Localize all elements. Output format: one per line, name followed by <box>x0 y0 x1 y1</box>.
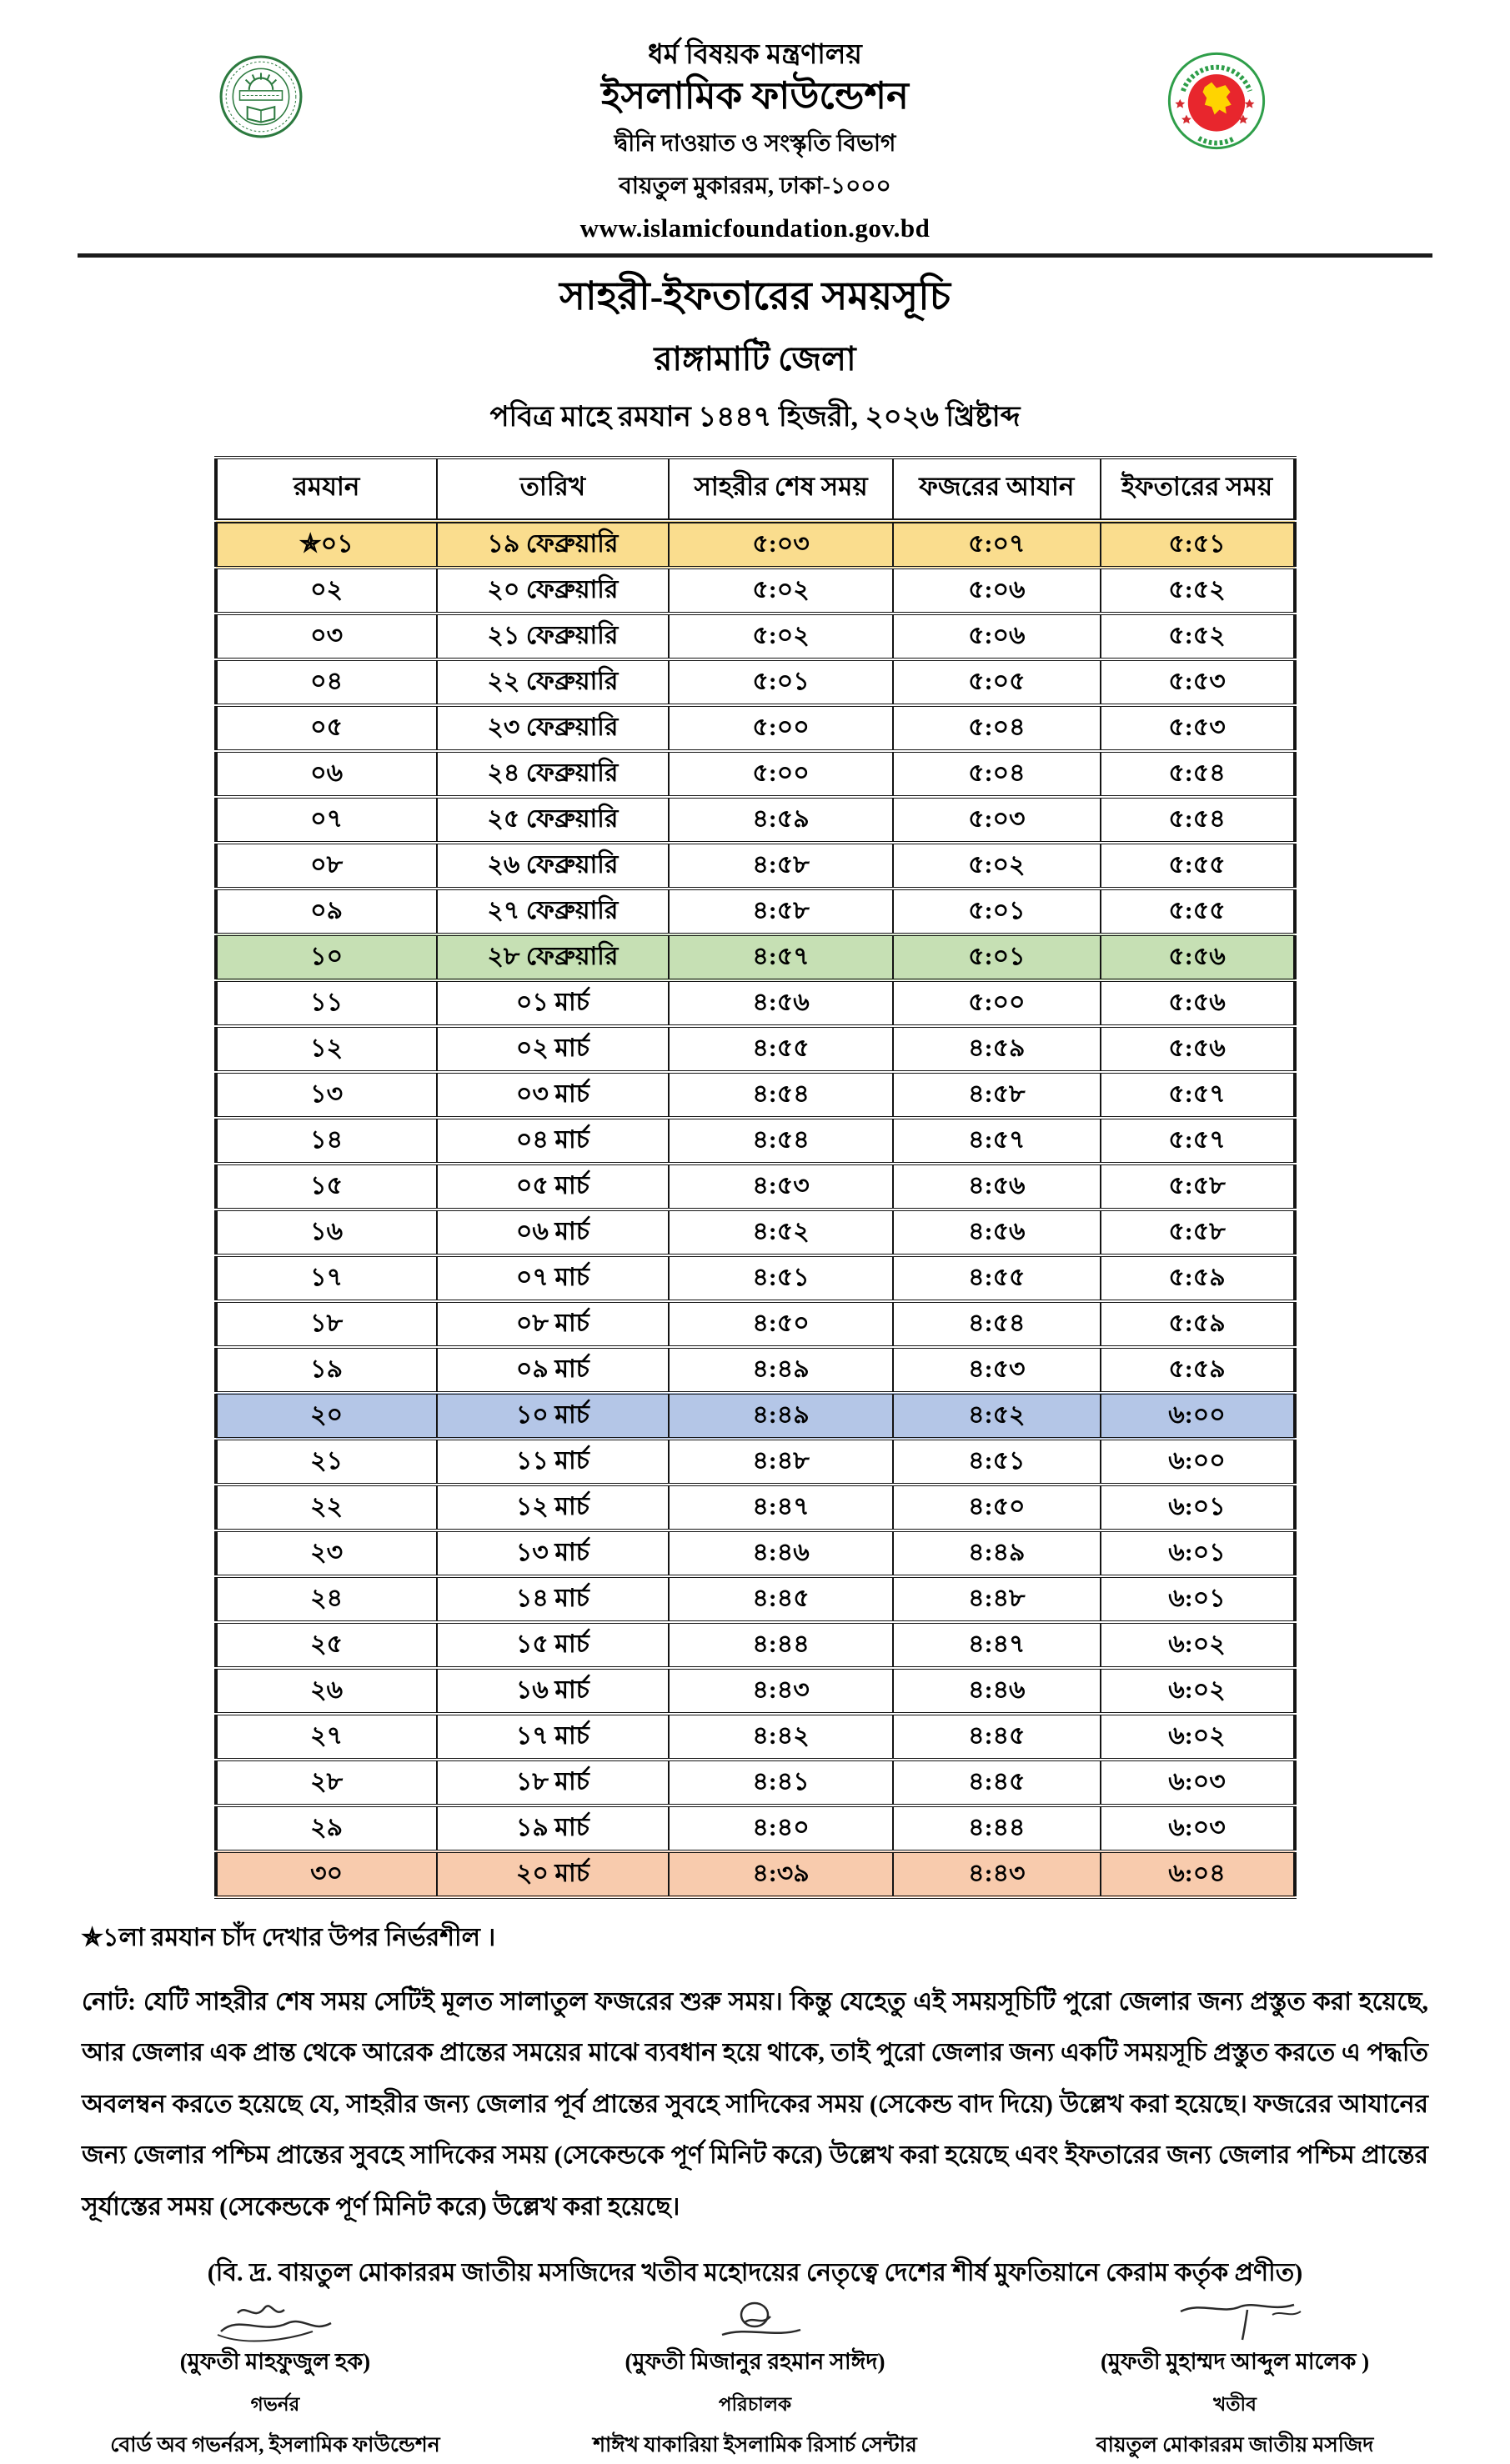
fajr-azan-time-cell: ৫:০৬ <box>893 613 1100 659</box>
ramadan-day-cell: ৩০ <box>216 1851 437 1897</box>
date-cell: ০৭ মার্চ <box>437 1255 669 1301</box>
ramadan-day-cell: ২৭ <box>216 1714 437 1760</box>
fajr-azan-time-cell: ৪:৪৪ <box>893 1805 1100 1851</box>
table-row <box>216 1668 1295 1714</box>
signatory-khatib <box>996 2298 1472 2464</box>
moon-sighting-footnote: ✯১লা রমযান চাঁদ দেখার উপর নির্ভরশীল । <box>82 1923 496 1951</box>
fajr-azan-time-cell: ৪:৫৪ <box>893 1301 1100 1347</box>
table-row <box>216 889 1295 934</box>
date-cell: ১০ মার্চ <box>437 1393 669 1439</box>
fajr-azan-time-cell: ৫:০০ <box>893 980 1100 1026</box>
iftar-time-cell: ৫:৫৯ <box>1101 1347 1295 1393</box>
sehri-end-time-cell: ৪:৫৪ <box>669 1072 893 1118</box>
sehri-end-time-cell: ৪:৪২ <box>669 1714 893 1760</box>
sehri-end-time-cell: ৪:৪৩ <box>669 1668 893 1714</box>
iftar-time-cell: ৫:৫৬ <box>1101 934 1295 980</box>
iftar-time-cell: ৫:৫৭ <box>1101 1072 1295 1118</box>
website-text: www.islamicfoundation.gov.bd <box>579 213 931 243</box>
date-cell: ১৪ মার্চ <box>437 1576 669 1622</box>
signature-scribble-icon <box>996 2298 1472 2351</box>
iftar-time-cell: ৫:৫৯ <box>1101 1301 1295 1347</box>
table-row <box>216 1301 1295 1347</box>
fajr-azan-time-cell: ৫:০৫ <box>893 659 1100 705</box>
iftar-time-cell: ৬:০১ <box>1101 1485 1295 1530</box>
table-row <box>216 1485 1295 1530</box>
date-cell: ২০ ফেব্রুয়ারি <box>437 568 669 613</box>
fajr-azan-time-cell: ৫:০৬ <box>893 568 1100 613</box>
iftar-time-cell: ৫:৫২ <box>1101 568 1295 613</box>
ramadan-day-cell: ২৯ <box>216 1805 437 1851</box>
ramadan-day-cell: ২৫ <box>216 1622 437 1668</box>
table-row <box>216 1714 1295 1760</box>
table-row <box>216 1851 1295 1897</box>
sehri-end-time-cell: ৪:৫৮ <box>669 843 893 889</box>
header-divider <box>78 253 1432 258</box>
date-cell: ০৬ মার্চ <box>437 1209 669 1255</box>
iftar-time-cell: ৫:৫৯ <box>1101 1255 1295 1301</box>
table-row <box>216 1118 1295 1164</box>
sehri-end-time-cell: ৪:৪৭ <box>669 1485 893 1530</box>
signature-scribble-icon <box>517 2298 993 2351</box>
table-row <box>216 1255 1295 1301</box>
date-cell: ২১ ফেব্রুয়ারি <box>437 613 669 659</box>
table-row <box>216 751 1295 797</box>
iftar-time-cell: ৫:৫৮ <box>1101 1164 1295 1209</box>
iftar-time-cell: ৫:৫৮ <box>1101 1209 1295 1255</box>
iftar-time-cell: ৬:০২ <box>1101 1622 1295 1668</box>
division-name: দ্বীনি দাওয়াত ও সংস্কৃতি বিভাগ <box>614 130 896 157</box>
sehri-end-time-cell: ৪:৫২ <box>669 1209 893 1255</box>
fajr-azan-time-cell: ৪:৫৭ <box>893 1118 1100 1164</box>
date-cell: ০২ মার্চ <box>437 1026 669 1072</box>
ramadan-day-cell: ১৮ <box>216 1301 437 1347</box>
iftar-time-cell: ৬:০১ <box>1101 1576 1295 1622</box>
signatory-organization: বোর্ড অব গভর্নরস, ইসলামিক ফাউন্ডেশন <box>110 2434 440 2457</box>
table-row <box>216 1026 1295 1072</box>
fajr-azan-time-cell: ৫:০১ <box>893 934 1100 980</box>
address-line: বায়তুল মুকাররম, ঢাকা-১০০০ <box>619 173 891 199</box>
page-title: সাহরী-ইফতারের সময়সূচি <box>559 274 951 318</box>
signatory-governor <box>37 2298 513 2464</box>
ramadan-day-cell: ০৬ <box>216 751 437 797</box>
table-row <box>216 1622 1295 1668</box>
date-cell: ০৩ মার্চ <box>437 1072 669 1118</box>
iftar-time-cell: ৫:৫৫ <box>1101 889 1295 934</box>
fajr-azan-time-cell: ৪:৫০ <box>893 1485 1100 1530</box>
date-cell: ১৬ মার্চ <box>437 1668 669 1714</box>
table-row <box>216 1347 1295 1393</box>
date-cell: ১৯ ফেব্রুয়ারি <box>437 521 669 568</box>
column-header-ramadan: রমযান <box>216 458 437 521</box>
sehri-end-time-cell: ৪:৩৯ <box>669 1851 893 1897</box>
table-row <box>216 521 1295 568</box>
ramadan-day-cell: ১৯ <box>216 1347 437 1393</box>
table-row <box>216 613 1295 659</box>
column-header-sehri-end: সাহরীর শেষ সময় <box>669 458 893 521</box>
ramadan-day-cell: ২২ <box>216 1485 437 1530</box>
ramadan-day-cell: ১৬ <box>216 1209 437 1255</box>
iftar-time-cell: ৫:৫৫ <box>1101 843 1295 889</box>
iftar-time-cell: ৬:০৩ <box>1101 1805 1295 1851</box>
date-cell: ০৯ মার্চ <box>437 1347 669 1393</box>
date-cell: ১৮ মার্চ <box>437 1760 669 1805</box>
table-row <box>216 1530 1295 1576</box>
sehri-end-time-cell: ৪:৫৪ <box>669 1118 893 1164</box>
sehri-end-time-cell: ৪:৫৫ <box>669 1026 893 1072</box>
letterhead <box>0 0 1510 243</box>
fajr-azan-time-cell: ৪:৫৬ <box>893 1209 1100 1255</box>
ramadan-day-cell: ১৪ <box>216 1118 437 1164</box>
fajr-azan-time-cell: ৪:৪৩ <box>893 1851 1100 1897</box>
ramadan-day-cell: ২১ <box>216 1439 437 1485</box>
table-row <box>216 1439 1295 1485</box>
sehri-end-time-cell: ৪:৫৬ <box>669 980 893 1026</box>
table-header-row <box>216 458 1295 521</box>
iftar-time-cell: ৬:০২ <box>1101 1714 1295 1760</box>
table-row <box>216 1164 1295 1209</box>
ramadan-day-cell: ০৮ <box>216 843 437 889</box>
ramadan-day-cell: ১২ <box>216 1026 437 1072</box>
fajr-azan-time-cell: ৫:০৭ <box>893 521 1100 568</box>
column-header-date: তারিখ <box>437 458 669 521</box>
iftar-time-cell: ৬:০৪ <box>1101 1851 1295 1897</box>
fajr-azan-time-cell: ৪:৫৬ <box>893 1164 1100 1209</box>
bangladesh-government-logo <box>1167 52 1266 150</box>
date-cell: ০৮ মার্চ <box>437 1301 669 1347</box>
date-cell: ২৮ ফেব্রুয়ারি <box>437 934 669 980</box>
method-note: নোট: যেটি সাহরীর শেষ সময় সেটিই মূলত সালাতুল ফজরের শুরু সময়। কিন্তু যেহেতু এই সময়সূচিটি পুরো জেলার জন্য প্রস্তুত করা হয়েছে, আর জেলার এক প্রান্ত থেকে আরেক প্রান্তের সময়ের মাঝে ব্যবধান হয়ে থাকে, তাই পুরো জেলার জন্য একটি সময়সূচি প্রস্তুত করতে এ পদ্ধতি অবলম্বন করতে হয়েছে যে, সাহরীর জন্য জেলার পূর্ব প্রান্তের সুবহে সাদিকের সময় (সেকেন্ড বাদ দিয়ে) উল্লেখ করা হয়েছে। ফজরের আযানের জন্য জেলার পশ্চিম প্রান্তের সুবহে সাদিকের সময় (সেকেন্ডকে পূর্ণ মিনিট করে) উল্লেখ করা হয়েছে এবং ইফতারের জন্য জেলার পশ্চিম প্রান্তের সূর্যাস্তের সময় (সেকেন্ডকে পূর্ণ মিনিট করে) উল্লেখ করা হয়েছে। <box>82 1987 1428 2221</box>
fajr-azan-time-cell: ৪:৫৫ <box>893 1255 1100 1301</box>
ramadan-day-cell: ০৩ <box>216 613 437 659</box>
signatory-name: (মুফতী মিজানুর রহমান সাঈদ) <box>625 2349 885 2375</box>
iftar-time-cell: ৫:৫১ <box>1101 521 1295 568</box>
iftar-time-cell: ৬:০০ <box>1101 1393 1295 1439</box>
table-row <box>216 797 1295 843</box>
sehri-iftar-schedule-table <box>214 456 1297 1899</box>
fajr-azan-time-cell: ৪:৪৮ <box>893 1576 1100 1622</box>
iftar-time-cell: ৫:৫৭ <box>1101 1118 1295 1164</box>
fajr-azan-time-cell: ৫:০২ <box>893 843 1100 889</box>
fajr-azan-time-cell: ৪:৪৫ <box>893 1760 1100 1805</box>
date-cell: ১৫ মার্চ <box>437 1622 669 1668</box>
ramadan-day-cell: ২৪ <box>216 1576 437 1622</box>
table-row <box>216 1393 1295 1439</box>
fajr-azan-time-cell: ৪:৪৯ <box>893 1530 1100 1576</box>
fajr-azan-time-cell: ৫:০৪ <box>893 751 1100 797</box>
table-row <box>216 980 1295 1026</box>
fajr-azan-time-cell: ৪:৪৬ <box>893 1668 1100 1714</box>
iftar-time-cell: ৬:০০ <box>1101 1439 1295 1485</box>
iftar-time-cell: ৬:০২ <box>1101 1668 1295 1714</box>
table-row <box>216 568 1295 613</box>
column-header-fajr-azan: ফজরের আযান <box>893 458 1100 521</box>
date-cell: ২২ ফেব্রুয়ারি <box>437 659 669 705</box>
signatory-role: পরিচালক <box>718 2394 792 2416</box>
sehri-end-time-cell: ৪:৫১ <box>669 1255 893 1301</box>
sehri-end-time-cell: ৪:৫৭ <box>669 934 893 980</box>
sehri-end-time-cell: ৫:০২ <box>669 613 893 659</box>
ramadan-day-cell: ১১ <box>216 980 437 1026</box>
ramadan-day-cell: ০৭ <box>216 797 437 843</box>
signatory-organization: শাঈখ যাকারিয়া ইসলামিক রিসার্চ সেন্টার <box>593 2434 917 2457</box>
organization-name: ইসলামিক ফাউন্ডেশন <box>601 74 909 117</box>
table-row <box>216 1072 1295 1118</box>
table-row <box>216 843 1295 889</box>
ministry-name: ধর্ম বিষয়ক মন্ত্রণালয় <box>648 40 862 70</box>
date-cell: ২৪ ফেব্রুয়ারি <box>437 751 669 797</box>
fajr-azan-time-cell: ৫:০১ <box>893 889 1100 934</box>
date-cell: ০১ মার্চ <box>437 980 669 1026</box>
fajr-azan-time-cell: ৪:৪৫ <box>893 1714 1100 1760</box>
sehri-end-time-cell: ৪:৫৩ <box>669 1164 893 1209</box>
fajr-azan-time-cell: ৪:৫২ <box>893 1393 1100 1439</box>
iftar-time-cell: ৬:০১ <box>1101 1530 1295 1576</box>
ramadan-day-cell: ✯০১ <box>216 521 437 568</box>
sehri-end-time-cell: ৪:৫৯ <box>669 797 893 843</box>
sehri-end-time-cell: ৪:৪১ <box>669 1760 893 1805</box>
sehri-end-time-cell: ৫:০২ <box>669 568 893 613</box>
fajr-azan-time-cell: ৫:০৪ <box>893 705 1100 751</box>
islamic-foundation-logo <box>218 50 304 143</box>
ramadan-day-cell: ২০ <box>216 1393 437 1439</box>
period-title: পবিত্র মাহে রমযান ১৪৪৭ হিজরী, ২০২৬ খ্রিষ্টাব্দ <box>489 401 1021 433</box>
date-cell: ২৭ ফেব্রুয়ারি <box>437 889 669 934</box>
column-header-iftar-time: ইফতারের সময় <box>1101 458 1295 521</box>
fajr-azan-time-cell: ৪:৫৮ <box>893 1072 1100 1118</box>
ramadan-day-cell: ২৬ <box>216 1668 437 1714</box>
iftar-time-cell: ৫:৫৬ <box>1101 1026 1295 1072</box>
table-row <box>216 659 1295 705</box>
ramadan-day-cell: ০৯ <box>216 889 437 934</box>
title-block <box>0 266 1510 443</box>
signatory-name: (মুফতী মুহাম্মদ আব্দুল মালেক ) <box>1100 2349 1370 2375</box>
iftar-time-cell: ৫:৫৩ <box>1101 659 1295 705</box>
fajr-azan-time-cell: ৪:৪৭ <box>893 1622 1100 1668</box>
ramadan-day-cell: ০২ <box>216 568 437 613</box>
date-cell: ২৫ ফেব্রুয়ারি <box>437 797 669 843</box>
signature-scribble-icon <box>37 2298 513 2351</box>
sehri-end-time-cell: ৪:৫০ <box>669 1301 893 1347</box>
iftar-time-cell: ৫:৫৪ <box>1101 797 1295 843</box>
credit-line: (বি. দ্র. বায়তুল মোকাররম জাতীয় মসজিদের খতীব মহোদয়ের নেতৃত্বে দেশের শীর্ষ মুফতিয়ানে কেরাম কর্তৃক প্রণীত) <box>207 2259 1303 2287</box>
ramadan-day-cell: ১৭ <box>216 1255 437 1301</box>
iftar-time-cell: ৫:৫৪ <box>1101 751 1295 797</box>
ramadan-day-cell: ২৮ <box>216 1760 437 1805</box>
date-cell: ১১ মার্চ <box>437 1439 669 1485</box>
ramadan-day-cell: ০৪ <box>216 659 437 705</box>
date-cell: ০৪ মার্চ <box>437 1118 669 1164</box>
table-row <box>216 705 1295 751</box>
ramadan-day-cell: ২৩ <box>216 1530 437 1576</box>
sehri-end-time-cell: ৪:৪৮ <box>669 1439 893 1485</box>
date-cell: ১২ মার্চ <box>437 1485 669 1530</box>
sehri-end-time-cell: ৪:৪৯ <box>669 1393 893 1439</box>
table-row <box>216 1805 1295 1851</box>
signatory-director <box>517 2298 993 2464</box>
iftar-time-cell: ৫:৫৩ <box>1101 705 1295 751</box>
iftar-time-cell: ৫:৫২ <box>1101 613 1295 659</box>
date-cell: ২৩ ফেব্রুয়ারি <box>437 705 669 751</box>
signatory-name: (মুফতী মাহফুজুল হক) <box>179 2349 371 2375</box>
table-row <box>216 1209 1295 1255</box>
sehri-end-time-cell: ৪:৫৮ <box>669 889 893 934</box>
date-cell: ১৩ মার্চ <box>437 1530 669 1576</box>
iftar-time-cell: ৬:০৩ <box>1101 1760 1295 1805</box>
sehri-end-time-cell: ৫:০৩ <box>669 521 893 568</box>
ramadan-day-cell: ১৫ <box>216 1164 437 1209</box>
table-row <box>216 1576 1295 1622</box>
date-cell: ০৫ মার্চ <box>437 1164 669 1209</box>
fajr-azan-time-cell: ৪:৫৯ <box>893 1026 1100 1072</box>
iftar-time-cell: ৫:৫৬ <box>1101 980 1295 1026</box>
signatory-role: গভর্নর <box>250 2394 300 2416</box>
table-row <box>216 934 1295 980</box>
sehri-end-time-cell: ৪:৪৬ <box>669 1530 893 1576</box>
date-cell: ১৭ মার্চ <box>437 1714 669 1760</box>
date-cell: ২৬ ফেব্রুয়ারি <box>437 843 669 889</box>
fajr-azan-time-cell: ৪:৫১ <box>893 1439 1100 1485</box>
sehri-end-time-cell: ৪:৪৯ <box>669 1347 893 1393</box>
date-cell: ২০ মার্চ <box>437 1851 669 1897</box>
date-cell: ১৯ মার্চ <box>437 1805 669 1851</box>
sehri-end-time-cell: ৪:৪৪ <box>669 1622 893 1668</box>
signatory-organization: বায়তুল মোকাররম জাতীয় মসজিদ <box>1096 2434 1374 2457</box>
ramadan-day-cell: ১৩ <box>216 1072 437 1118</box>
sehri-end-time-cell: ৫:০০ <box>669 751 893 797</box>
ramadan-day-cell: ১০ <box>216 934 437 980</box>
sehri-end-time-cell: ৫:০১ <box>669 659 893 705</box>
district-title: রাঙ্গামাটি জেলা <box>654 339 856 378</box>
table-row <box>216 1760 1295 1805</box>
signatory-role: খতীব <box>1213 2394 1257 2416</box>
ramadan-day-cell: ০৫ <box>216 705 437 751</box>
sehri-end-time-cell: ৫:০০ <box>669 705 893 751</box>
signature-section <box>0 2298 1510 2464</box>
fajr-azan-time-cell: ৪:৫৩ <box>893 1347 1100 1393</box>
fajr-azan-time-cell: ৫:০৩ <box>893 797 1100 843</box>
sehri-end-time-cell: ৪:৪০ <box>669 1805 893 1851</box>
sehri-end-time-cell: ৪:৪৫ <box>669 1576 893 1622</box>
